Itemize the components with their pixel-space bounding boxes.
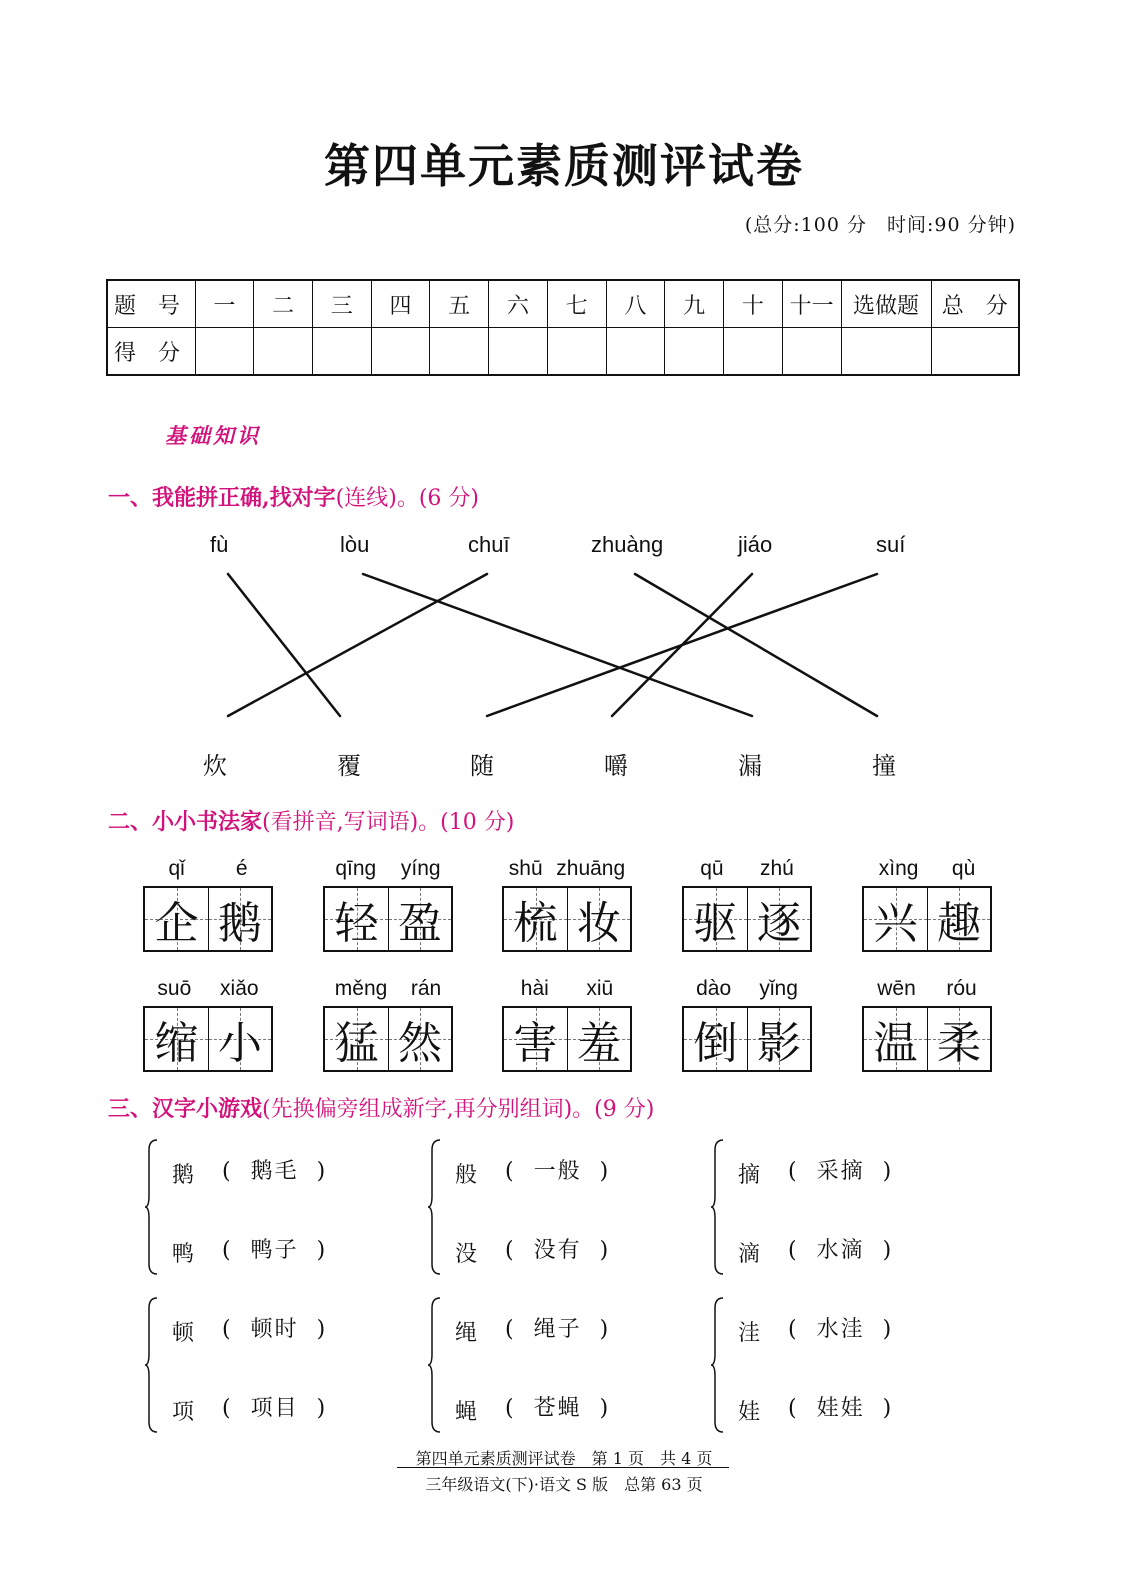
section-tag: 基础知识 xyxy=(165,423,261,448)
col-label: 十一 xyxy=(782,280,841,328)
col-label: 总 分 xyxy=(931,280,1019,328)
q3-title: 三、汉字小游戏 xyxy=(108,1096,263,1122)
word-pinyin: wēn róu xyxy=(877,977,977,1000)
brace-icon xyxy=(428,1138,442,1276)
word-pinyin: xìng qù xyxy=(878,857,976,880)
q1-char: 漏 xyxy=(738,752,762,780)
source-char: 绳 xyxy=(455,1321,478,1346)
col-label: 七 xyxy=(547,280,606,328)
word-pinyin: qīng yíng xyxy=(335,857,441,880)
answer-word: ( 水洼 ) xyxy=(788,1317,894,1342)
new-char: 鸭 xyxy=(172,1242,195,1267)
tian-grid: 猛 然 xyxy=(323,1006,453,1072)
footer-page-info: 第四单元素质测评试卷 第 1 页 共 4 页 xyxy=(415,1449,713,1468)
new-char: 滴 xyxy=(738,1242,761,1267)
match-line xyxy=(228,574,487,716)
q2-note: (看拼音,写词语)。(10 分) xyxy=(262,810,515,835)
word-pinyin: dào yǐng xyxy=(696,977,798,1000)
q1-char: 嚼 xyxy=(604,752,628,780)
answer-word: ( 苍蝇 ) xyxy=(505,1396,611,1421)
word-pinyin: hài xiū xyxy=(520,977,614,1000)
q1-title: 一、我能拼正确,找对字 xyxy=(108,485,336,511)
tian-grid: 轻 盈 xyxy=(323,886,453,952)
new-char: 蝇 xyxy=(455,1400,478,1425)
q1-pinyin: chuī xyxy=(468,532,510,557)
source-char: 鹅 xyxy=(172,1163,195,1188)
answer-word: ( 项目 ) xyxy=(222,1396,328,1421)
answer-word: ( 鹅毛 ) xyxy=(222,1159,328,1184)
tian-grid: 企 鹅 xyxy=(143,886,273,952)
answer-word: ( 绳子 ) xyxy=(505,1317,611,1342)
page-title: 第四单元素质测评试卷 xyxy=(324,139,804,193)
word-pinyin: suō xiǎo xyxy=(157,977,259,1000)
col-label: 二 xyxy=(254,280,313,328)
q1-pinyin: zhuàng xyxy=(591,532,664,557)
brace-icon xyxy=(145,1296,159,1434)
source-char: 洼 xyxy=(738,1321,761,1346)
col-label: 三 xyxy=(312,280,371,328)
source-char: 摘 xyxy=(738,1163,761,1188)
tian-grid: 害 羞 xyxy=(502,1006,632,1072)
match-line xyxy=(635,574,877,716)
col-label: 八 xyxy=(606,280,665,328)
match-line xyxy=(363,574,752,716)
col-label: 九 xyxy=(665,280,724,328)
word-pinyin: qū zhú xyxy=(700,857,794,880)
q1-char: 炊 xyxy=(203,752,227,780)
brace-icon xyxy=(711,1296,725,1434)
q1-pinyin: fù xyxy=(210,532,229,557)
tian-grid: 梳 妆 xyxy=(502,886,632,952)
q1-pinyin: lòu xyxy=(340,532,370,557)
answer-word: ( 没有 ) xyxy=(505,1238,611,1263)
col-label: 一 xyxy=(195,280,254,328)
brace-icon xyxy=(145,1138,159,1276)
q1-char: 覆 xyxy=(337,752,361,780)
source-char: 般 xyxy=(455,1163,478,1188)
match-line xyxy=(487,574,877,716)
new-char: 没 xyxy=(455,1242,478,1267)
exam-meta: (总分:100 分 时间:90 分钟) xyxy=(744,214,1016,236)
new-char: 娃 xyxy=(738,1400,761,1425)
row-label: 得 分 xyxy=(107,328,195,376)
q3-heading xyxy=(108,1092,654,1123)
q3-note: (先换偏旁组成新字,再分别组词)。(9 分) xyxy=(262,1097,655,1122)
col-label: 十 xyxy=(723,280,782,328)
brace-icon xyxy=(428,1296,442,1434)
new-char: 项 xyxy=(172,1400,195,1425)
match-line xyxy=(228,574,340,716)
answer-word: ( 顿时 ) xyxy=(222,1317,328,1342)
row-label: 题 号 xyxy=(107,280,195,328)
tian-grid: 缩 小 xyxy=(143,1006,273,1072)
col-label: 选做题 xyxy=(841,280,931,328)
col-label: 四 xyxy=(371,280,430,328)
tian-grid: 驱 逐 xyxy=(682,886,812,952)
q2-heading xyxy=(108,805,514,836)
answer-word: ( 鸭子 ) xyxy=(222,1238,328,1263)
footer-edition-info: 三年级语文(下)·语文 S 版 总第 63 页 xyxy=(425,1475,703,1494)
q2-title: 二、小小书法家 xyxy=(108,809,263,835)
word-pinyin: měng rán xyxy=(334,977,442,1000)
brace-icon xyxy=(711,1138,725,1276)
tian-grid: 兴 趣 xyxy=(862,886,992,952)
col-label: 六 xyxy=(489,280,548,328)
q1-char: 撞 xyxy=(872,752,896,780)
answer-word: ( 娃娃 ) xyxy=(788,1396,894,1421)
word-pinyin: shū zhuāng xyxy=(508,857,626,880)
answer-word: ( 采摘 ) xyxy=(788,1159,894,1184)
footer-divider xyxy=(397,1467,729,1468)
q1-note: (连线)。(6 分) xyxy=(335,486,479,511)
answer-word: ( 水滴 ) xyxy=(788,1238,894,1263)
word-pinyin: qǐ é xyxy=(168,857,248,880)
tian-grid: 温 柔 xyxy=(862,1006,992,1072)
tian-grid: 倒 影 xyxy=(682,1006,812,1072)
q1-pinyin: suí xyxy=(876,532,906,557)
answer-word: ( 一般 ) xyxy=(505,1159,611,1184)
col-label: 五 xyxy=(430,280,489,328)
source-char: 顿 xyxy=(172,1321,195,1346)
q1-pinyin: jiáo xyxy=(738,532,773,557)
q1-char: 随 xyxy=(470,752,494,780)
